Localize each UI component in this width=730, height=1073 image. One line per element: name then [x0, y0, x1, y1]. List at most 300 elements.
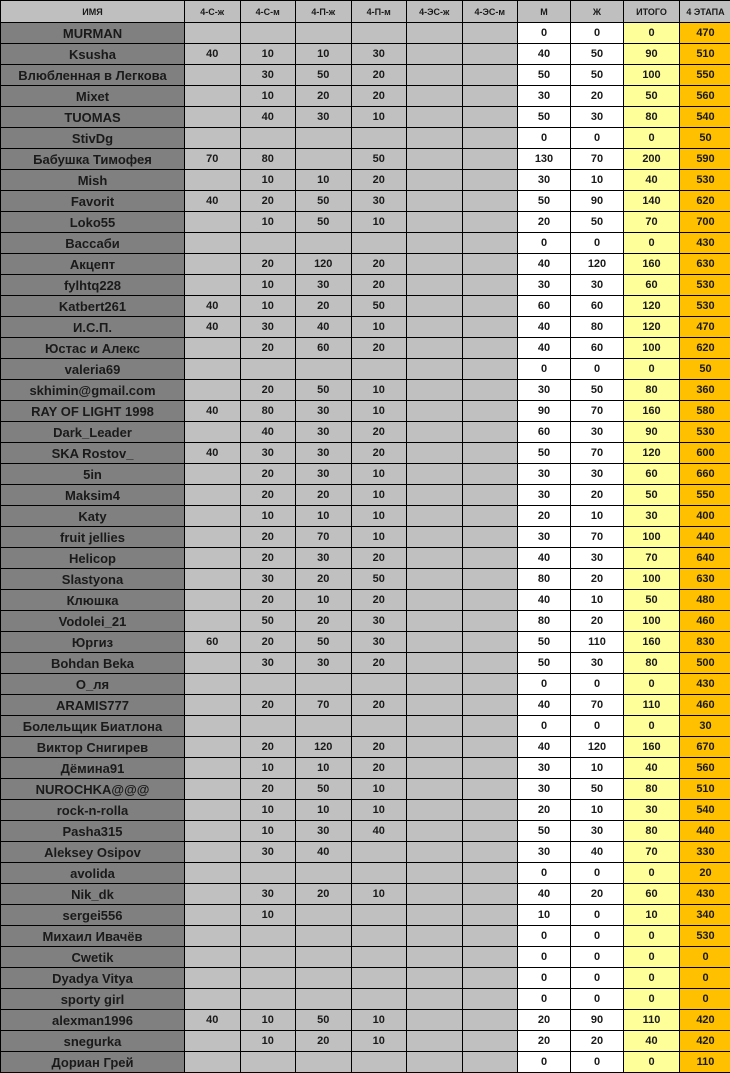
stage-points-cell	[462, 800, 518, 821]
stage-points-cell: 60	[185, 632, 241, 653]
participant-name: Nik_dk	[1, 884, 185, 905]
stage-points-cell	[462, 422, 518, 443]
total-cell: 100	[624, 527, 680, 548]
table-row	[1, 212, 730, 233]
stage-points-cell	[462, 359, 518, 380]
stage-points-cell	[296, 968, 352, 989]
stage-points-cell: 20	[351, 737, 407, 758]
stage-points-cell: 70	[296, 527, 352, 548]
four-stages-cell: 550	[680, 485, 730, 506]
stage-points-cell	[462, 86, 518, 107]
participant-name: Cwetik	[1, 947, 185, 968]
men-sum-cell: 0	[518, 23, 571, 44]
women-sum-cell: 10	[571, 800, 624, 821]
participant-name: Katbert261	[1, 296, 185, 317]
stage-points-cell	[296, 863, 352, 884]
men-sum-cell: 30	[518, 485, 571, 506]
men-sum-cell: 80	[518, 611, 571, 632]
table-row	[1, 44, 730, 65]
stage-points-cell: 10	[296, 44, 352, 65]
stage-points-cell	[240, 716, 296, 737]
men-sum-cell: 40	[518, 317, 571, 338]
stage-points-cell	[462, 107, 518, 128]
stage-points-cell: 20	[351, 758, 407, 779]
men-sum-cell: 60	[518, 422, 571, 443]
four-stages-cell: 440	[680, 821, 730, 842]
table-row	[1, 128, 730, 149]
stage-points-cell: 20	[351, 86, 407, 107]
stage-points-cell	[462, 1031, 518, 1052]
stage-points-cell: 20	[351, 590, 407, 611]
stage-points-cell: 30	[351, 632, 407, 653]
stage-points-cell	[462, 212, 518, 233]
women-sum-cell: 30	[571, 275, 624, 296]
women-sum-cell: 0	[571, 23, 624, 44]
stage-points-cell	[462, 905, 518, 926]
men-sum-cell: 20	[518, 800, 571, 821]
stage-points-cell	[407, 485, 463, 506]
women-sum-cell: 70	[571, 149, 624, 170]
stage-points-cell: 50	[351, 296, 407, 317]
stage-points-cell	[407, 968, 463, 989]
stage-points-cell	[462, 44, 518, 65]
stage-points-cell	[185, 569, 241, 590]
table-row	[1, 758, 730, 779]
women-sum-cell: 70	[571, 443, 624, 464]
stage-points-cell: 60	[296, 338, 352, 359]
women-sum-cell: 120	[571, 254, 624, 275]
stage-points-cell	[407, 380, 463, 401]
men-sum-cell: 30	[518, 86, 571, 107]
women-sum-cell: 40	[571, 842, 624, 863]
men-sum-cell: 0	[518, 233, 571, 254]
total-cell: 0	[624, 233, 680, 254]
women-sum-cell: 50	[571, 212, 624, 233]
total-cell: 90	[624, 422, 680, 443]
stage-points-cell: 120	[296, 254, 352, 275]
stage-points-cell	[462, 548, 518, 569]
women-sum-cell: 20	[571, 884, 624, 905]
stage-points-cell: 50	[296, 779, 352, 800]
men-sum-cell: 50	[518, 65, 571, 86]
stage-points-cell: 20	[296, 884, 352, 905]
women-sum-cell: 0	[571, 1052, 624, 1073]
stage-points-cell: 20	[351, 65, 407, 86]
participant-name: Влюбленная в Легкова	[1, 65, 185, 86]
stage-points-cell	[407, 569, 463, 590]
participant-name: Mixet	[1, 86, 185, 107]
participant-name: sporty girl	[1, 989, 185, 1010]
men-sum-cell: 50	[518, 632, 571, 653]
participant-name: Mish	[1, 170, 185, 191]
stage-points-cell	[296, 233, 352, 254]
total-cell: 110	[624, 1010, 680, 1031]
four-stages-cell: 430	[680, 884, 730, 905]
stage-points-cell: 10	[240, 1010, 296, 1031]
table-row	[1, 548, 730, 569]
women-sum-cell: 50	[571, 380, 624, 401]
table-row	[1, 737, 730, 758]
stage-points-cell	[185, 989, 241, 1010]
stage-points-cell: 80	[240, 401, 296, 422]
header-name: ИМЯ	[1, 1, 185, 23]
stage-points-cell	[462, 65, 518, 86]
total-cell: 50	[624, 485, 680, 506]
stage-points-cell	[185, 275, 241, 296]
total-cell: 80	[624, 653, 680, 674]
table-row	[1, 1052, 730, 1073]
total-cell: 100	[624, 569, 680, 590]
stage-points-cell	[462, 1052, 518, 1073]
total-cell: 30	[624, 506, 680, 527]
stage-points-cell	[185, 485, 241, 506]
women-sum-cell: 90	[571, 1010, 624, 1031]
total-cell: 0	[624, 716, 680, 737]
table-row	[1, 527, 730, 548]
women-sum-cell: 0	[571, 359, 624, 380]
four-stages-cell: 330	[680, 842, 730, 863]
stage-points-cell: 70	[185, 149, 241, 170]
stage-points-cell: 10	[296, 758, 352, 779]
table-row	[1, 380, 730, 401]
table-row	[1, 716, 730, 737]
stage-points-cell	[462, 842, 518, 863]
stage-points-cell	[185, 254, 241, 275]
stage-points-cell	[407, 149, 463, 170]
total-cell: 100	[624, 65, 680, 86]
participant-name: Loko55	[1, 212, 185, 233]
stage-points-cell	[351, 359, 407, 380]
women-sum-cell: 80	[571, 317, 624, 338]
stage-points-cell: 20	[296, 1031, 352, 1052]
stage-points-cell	[240, 968, 296, 989]
stage-points-cell: 10	[296, 590, 352, 611]
stage-points-cell: 40	[185, 317, 241, 338]
stage-points-cell: 20	[240, 548, 296, 569]
participant-name: Vodolei_21	[1, 611, 185, 632]
four-stages-cell: 430	[680, 674, 730, 695]
stage-points-cell	[240, 359, 296, 380]
stage-points-cell	[296, 716, 352, 737]
stage-points-cell	[462, 23, 518, 44]
stage-points-cell: 40	[296, 842, 352, 863]
men-sum-cell: 20	[518, 212, 571, 233]
header-es-m: 4-ЭС-м	[462, 1, 518, 23]
stage-points-cell: 30	[240, 65, 296, 86]
participant-name: MURMAN	[1, 23, 185, 44]
participant-name: StivDg	[1, 128, 185, 149]
four-stages-cell: 470	[680, 23, 730, 44]
stage-points-cell	[407, 464, 463, 485]
women-sum-cell: 10	[571, 506, 624, 527]
women-sum-cell: 70	[571, 527, 624, 548]
stage-points-cell	[185, 527, 241, 548]
men-sum-cell: 130	[518, 149, 571, 170]
table-row	[1, 359, 730, 380]
total-cell: 30	[624, 800, 680, 821]
stage-points-cell: 10	[351, 527, 407, 548]
women-sum-cell: 0	[571, 989, 624, 1010]
stage-points-cell	[407, 947, 463, 968]
stage-points-cell	[240, 1052, 296, 1073]
stage-points-cell: 10	[240, 821, 296, 842]
stage-points-cell	[407, 23, 463, 44]
stage-points-cell: 10	[351, 506, 407, 527]
stage-points-cell: 20	[240, 737, 296, 758]
table-row	[1, 443, 730, 464]
table-row	[1, 779, 730, 800]
stage-points-cell	[462, 716, 518, 737]
stage-points-cell: 10	[240, 212, 296, 233]
stage-points-cell: 40	[185, 1010, 241, 1031]
women-sum-cell: 50	[571, 779, 624, 800]
stage-points-cell	[185, 233, 241, 254]
women-sum-cell: 90	[571, 191, 624, 212]
stage-points-cell	[185, 758, 241, 779]
women-sum-cell: 0	[571, 968, 624, 989]
four-stages-cell: 430	[680, 233, 730, 254]
total-cell: 0	[624, 128, 680, 149]
stage-points-cell: 20	[240, 338, 296, 359]
stage-points-cell	[407, 695, 463, 716]
stage-points-cell: 40	[185, 44, 241, 65]
stage-points-cell: 30	[240, 317, 296, 338]
men-sum-cell: 30	[518, 380, 571, 401]
men-sum-cell: 50	[518, 107, 571, 128]
total-cell: 0	[624, 863, 680, 884]
stage-points-cell	[407, 275, 463, 296]
men-sum-cell: 40	[518, 548, 571, 569]
header-es-w: 4-ЭС-ж	[407, 1, 463, 23]
stage-points-cell: 50	[296, 65, 352, 86]
stage-points-cell	[407, 422, 463, 443]
table-row	[1, 968, 730, 989]
stage-points-cell: 20	[296, 296, 352, 317]
women-sum-cell: 0	[571, 863, 624, 884]
stage-points-cell	[407, 779, 463, 800]
participant-name: Юргиз	[1, 632, 185, 653]
stage-points-cell	[407, 863, 463, 884]
participant-name: Dark_Leader	[1, 422, 185, 443]
table-row	[1, 884, 730, 905]
stage-points-cell	[240, 674, 296, 695]
table-row	[1, 485, 730, 506]
stage-points-cell	[407, 611, 463, 632]
total-cell: 110	[624, 695, 680, 716]
men-sum-cell: 20	[518, 1010, 571, 1031]
participant-name: Ksusha	[1, 44, 185, 65]
total-cell: 100	[624, 611, 680, 632]
stage-points-cell: 10	[351, 401, 407, 422]
four-stages-cell: 640	[680, 548, 730, 569]
header-women: Ж	[571, 1, 624, 23]
stage-points-cell	[407, 317, 463, 338]
stage-points-cell	[185, 611, 241, 632]
participant-name: alexman1996	[1, 1010, 185, 1031]
stage-points-cell	[462, 338, 518, 359]
participant-name: Бабушка Тимофея	[1, 149, 185, 170]
total-cell: 80	[624, 107, 680, 128]
stage-points-cell: 10	[296, 506, 352, 527]
men-sum-cell: 50	[518, 443, 571, 464]
participant-name: Dyadya Vitya	[1, 968, 185, 989]
four-stages-cell: 540	[680, 800, 730, 821]
stage-points-cell: 10	[240, 170, 296, 191]
stage-points-cell	[240, 23, 296, 44]
four-stages-cell: 530	[680, 275, 730, 296]
stage-points-cell: 10	[351, 464, 407, 485]
participant-name: Helicop	[1, 548, 185, 569]
total-cell: 0	[624, 359, 680, 380]
stage-points-cell	[462, 863, 518, 884]
stage-points-cell	[185, 65, 241, 86]
stage-points-cell	[296, 149, 352, 170]
four-stages-cell: 530	[680, 422, 730, 443]
stage-points-cell: 20	[351, 170, 407, 191]
stage-points-cell	[185, 107, 241, 128]
men-sum-cell: 40	[518, 590, 571, 611]
stage-points-cell	[407, 590, 463, 611]
participant-name: skhimin@gmail.com	[1, 380, 185, 401]
stage-points-cell	[407, 716, 463, 737]
women-sum-cell: 20	[571, 86, 624, 107]
four-stages-cell: 620	[680, 338, 730, 359]
stage-points-cell	[185, 926, 241, 947]
stage-points-cell	[240, 863, 296, 884]
stage-points-cell	[407, 821, 463, 842]
stage-points-cell: 10	[351, 212, 407, 233]
four-stages-cell: 20	[680, 863, 730, 884]
total-cell: 70	[624, 842, 680, 863]
stage-points-cell	[185, 716, 241, 737]
stage-points-cell	[185, 863, 241, 884]
men-sum-cell: 0	[518, 947, 571, 968]
participant-name: Favorit	[1, 191, 185, 212]
stage-points-cell: 20	[351, 422, 407, 443]
total-cell: 0	[624, 674, 680, 695]
participant-name: avolida	[1, 863, 185, 884]
stage-points-cell: 40	[185, 296, 241, 317]
participant-name: fruit jellies	[1, 527, 185, 548]
stage-points-cell	[185, 1031, 241, 1052]
table-row	[1, 653, 730, 674]
women-sum-cell: 30	[571, 422, 624, 443]
women-sum-cell: 10	[571, 170, 624, 191]
stage-points-cell: 20	[351, 548, 407, 569]
participant-name: snegurka	[1, 1031, 185, 1052]
participant-name: rock-n-rolla	[1, 800, 185, 821]
stage-points-cell	[240, 989, 296, 1010]
stage-points-cell	[407, 1031, 463, 1052]
four-stages-cell: 630	[680, 569, 730, 590]
four-stages-cell: 440	[680, 527, 730, 548]
stage-points-cell: 40	[185, 443, 241, 464]
participant-name: Slastyona	[1, 569, 185, 590]
stage-points-cell	[185, 464, 241, 485]
table-row	[1, 107, 730, 128]
four-stages-cell: 560	[680, 758, 730, 779]
men-sum-cell: 30	[518, 527, 571, 548]
stage-points-cell	[407, 527, 463, 548]
stage-points-cell: 30	[296, 443, 352, 464]
total-cell: 50	[624, 86, 680, 107]
participant-name: Дёмина91	[1, 758, 185, 779]
stage-points-cell: 20	[240, 380, 296, 401]
four-stages-cell: 420	[680, 1010, 730, 1031]
stage-points-cell: 50	[351, 149, 407, 170]
stage-points-cell	[462, 737, 518, 758]
women-sum-cell: 30	[571, 821, 624, 842]
men-sum-cell: 20	[518, 506, 571, 527]
four-stages-cell: 470	[680, 317, 730, 338]
participant-name: Болельщик Биатлона	[1, 716, 185, 737]
men-sum-cell: 30	[518, 275, 571, 296]
table-row	[1, 191, 730, 212]
men-sum-cell: 40	[518, 737, 571, 758]
women-sum-cell: 120	[571, 737, 624, 758]
table-row	[1, 632, 730, 653]
stage-points-cell	[185, 590, 241, 611]
stage-points-cell: 30	[240, 842, 296, 863]
table-row	[1, 23, 730, 44]
stage-points-cell	[296, 359, 352, 380]
stage-points-cell	[185, 1052, 241, 1073]
participant-name: Дориан Грей	[1, 1052, 185, 1073]
total-cell: 0	[624, 947, 680, 968]
stage-points-cell	[351, 863, 407, 884]
stage-points-cell: 20	[351, 254, 407, 275]
women-sum-cell: 60	[571, 296, 624, 317]
stage-points-cell	[296, 674, 352, 695]
stage-points-cell: 10	[240, 506, 296, 527]
table-row	[1, 674, 730, 695]
stage-points-cell	[351, 989, 407, 1010]
stage-points-cell: 20	[240, 254, 296, 275]
four-stages-cell: 110	[680, 1052, 730, 1073]
stage-points-cell	[351, 128, 407, 149]
four-stages-cell: 660	[680, 464, 730, 485]
stage-points-cell	[351, 905, 407, 926]
stage-points-cell	[407, 653, 463, 674]
table-row	[1, 275, 730, 296]
women-sum-cell: 110	[571, 632, 624, 653]
stage-points-cell: 20	[351, 275, 407, 296]
participant-name: valeria69	[1, 359, 185, 380]
total-cell: 60	[624, 884, 680, 905]
four-stages-cell: 550	[680, 65, 730, 86]
four-stages-cell: 530	[680, 170, 730, 191]
stage-points-cell: 30	[240, 884, 296, 905]
four-stages-cell: 510	[680, 44, 730, 65]
women-sum-cell: 30	[571, 464, 624, 485]
table-row	[1, 590, 730, 611]
stage-points-cell	[240, 128, 296, 149]
stage-points-cell	[185, 674, 241, 695]
stage-points-cell	[351, 947, 407, 968]
men-sum-cell: 0	[518, 674, 571, 695]
stage-points-cell	[462, 695, 518, 716]
stage-points-cell: 20	[240, 191, 296, 212]
total-cell: 140	[624, 191, 680, 212]
men-sum-cell: 30	[518, 758, 571, 779]
participant-name: О_ля	[1, 674, 185, 695]
stage-points-cell: 10	[240, 800, 296, 821]
total-cell: 120	[624, 443, 680, 464]
stage-points-cell	[185, 23, 241, 44]
four-stages-cell: 560	[680, 86, 730, 107]
stage-points-cell	[407, 800, 463, 821]
stage-points-cell: 40	[240, 422, 296, 443]
